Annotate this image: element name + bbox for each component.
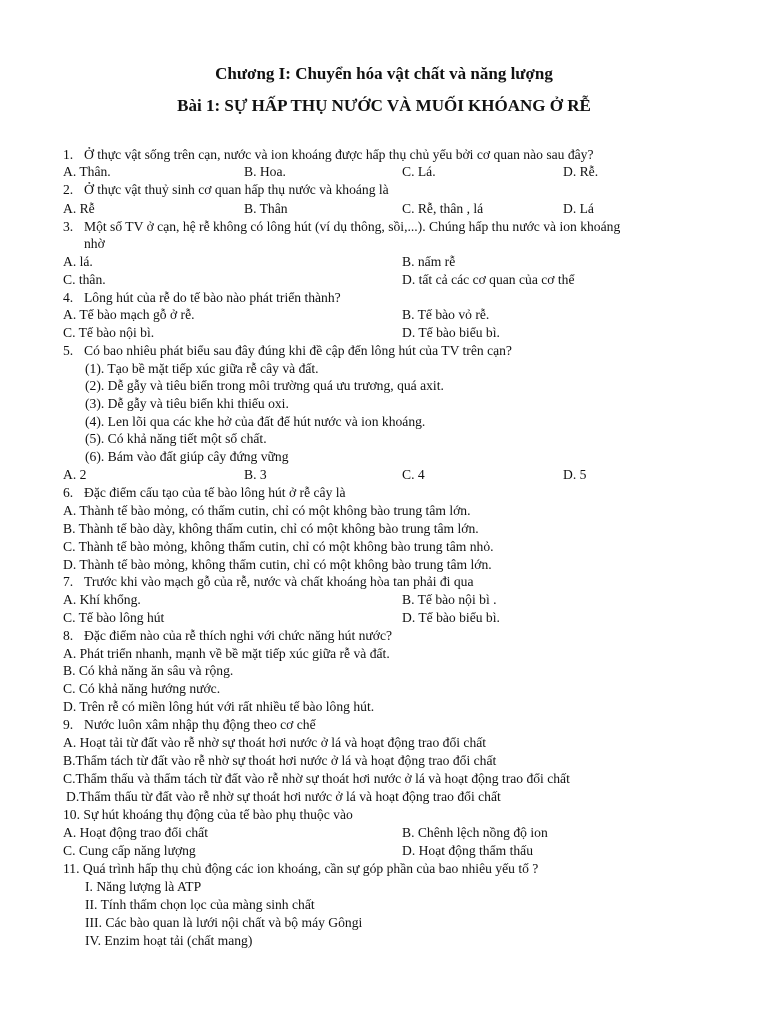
question-number: 6. xyxy=(63,485,74,500)
question-7 xyxy=(63,573,474,590)
option-b: B. nấm rễ xyxy=(402,254,456,269)
option-c: C. Lá. xyxy=(402,164,436,179)
option-b: B. Có khả năng ăn sâu và rộng. xyxy=(63,663,234,678)
option-b: B. Tế bào vỏ rễ. xyxy=(402,307,490,322)
option-a: A. 2 xyxy=(63,467,87,482)
factor-item: III. Các bào quan là lưới nội chất và bộ máy Gôngi xyxy=(85,915,363,930)
option-b: B. Thân xyxy=(244,201,288,216)
question-text: Một số TV ở cạn, hệ rễ không có lông hút (ví dụ thông, sồi,...). Chúng hấp thu nước và ion khoáng xyxy=(84,219,621,234)
option-d: D.Thẩm thấu từ đất vào rễ nhờ sự thoát hơi nước ở lá và hoạt động trao đổi chất xyxy=(66,789,501,804)
option-a: A. Thành tế bào mỏng, có thấm cutin, chỉ có một không bào trung tâm lớn. xyxy=(63,503,471,518)
statement-item: (3). Dễ gẫy và tiêu biến khi thiếu oxi. xyxy=(85,396,289,411)
option-b: B. Tế bào nội bì . xyxy=(402,592,497,607)
factor-item: I. Năng lượng là ATP xyxy=(85,879,202,894)
option-a: A. Khí khổng. xyxy=(63,592,141,607)
option-d: D. Lá xyxy=(563,201,594,216)
option-c: C. Tế bào nội bì. xyxy=(63,325,155,340)
option-a: A. Thân. xyxy=(63,164,111,179)
option-c: C. Cung cấp năng lượng xyxy=(63,843,196,858)
option-c: C.Thẩm thấu và thẩm tách từ đất vào rễ nhờ sự thoát hơi nước ở lá và hoạt động trao đổi chất xyxy=(63,771,570,786)
option-d: D. Tế bào biểu bì. xyxy=(402,325,500,340)
question-number: 1. xyxy=(63,147,74,162)
option-d: D. 5 xyxy=(563,467,587,482)
option-d: D. Thành tế bào mỏng, không thấm cutin, chỉ có một không bào trung tâm lớn. xyxy=(63,557,492,572)
question-text: Trước khi vào mạch gỗ của rễ, nước và chất khoáng hòa tan phải đi qua xyxy=(84,574,474,589)
question-5 xyxy=(63,342,512,359)
factor-item: IV. Enzim hoạt tải (chất mang) xyxy=(85,933,253,948)
question-number: 4. xyxy=(63,290,74,305)
lesson-title: Bài 1: SỰ HẤP THỤ NƯỚC VÀ MUỐI KHÓANG Ở RỄ xyxy=(177,96,591,115)
question-number: 9. xyxy=(63,717,74,732)
option-d: D. Trên rễ có miền lông hút với rất nhiều tế bào lông hút. xyxy=(63,699,375,714)
option-c: C. Thành tế bào mỏng, không thấm cutin, chỉ có một không bào trung tâm nhỏ. xyxy=(63,539,494,554)
question-text: Nước luôn xâm nhập thụ động theo cơ chế xyxy=(84,717,316,732)
question-2 xyxy=(63,181,389,198)
option-b: B.Thẩm tách từ đất vào rễ nhờ sự thoát hơi nước ở lá và hoạt động trao đổi chất xyxy=(63,753,497,768)
statement-item: (6). Bám vào đất giúp cây đứng vững xyxy=(85,449,289,464)
question-8 xyxy=(63,627,392,644)
question-3 xyxy=(63,218,620,235)
option-a: A. lá. xyxy=(63,254,93,269)
chapter-title: Chương I: Chuyển hóa vật chất và năng lượng xyxy=(215,64,553,83)
statement-item: (4). Len lõi qua các khe hở của đất để hút nước và ion khoáng. xyxy=(85,414,426,429)
question-text: Đặc điểm cấu tạo của tế bào lông hút ở rễ cây là xyxy=(84,485,346,500)
question-text: Ở thực vật sống trên cạn, nước và ion khoáng được hấp thụ chủ yếu bởi cơ quan nào sau đây? xyxy=(84,147,594,162)
factor-item: II. Tính thấm chọn lọc của màng sinh chất xyxy=(85,897,315,912)
option-b: B. Chênh lệch nồng độ ion xyxy=(402,825,548,840)
question-number: 3. xyxy=(63,219,74,234)
option-d: D. tất cả các cơ quan của cơ thể xyxy=(402,272,575,287)
question-11: 11. Quá trình hấp thụ chủ động các ion khoáng, cần sự góp phần của bao nhiêu yếu tố ? xyxy=(63,861,539,876)
statement-item: (2). Dễ gẫy và tiêu biến trong môi trường quá ưu trương, quá axit. xyxy=(85,378,444,393)
statement-item: (1). Tạo bề mặt tiếp xúc giữa rễ cây và đất. xyxy=(85,361,319,376)
option-a: A. Tế bào mạch gỗ ở rễ. xyxy=(63,307,195,322)
option-a: A. Hoạt động trao đổi chất xyxy=(63,825,208,840)
option-c: C. Rễ, thân , lá xyxy=(402,201,484,216)
question-9 xyxy=(63,716,316,733)
question-text: Đặc điểm nào của rễ thích nghi với chức năng hút nước? xyxy=(84,628,393,643)
question-text: Có bao nhiêu phát biểu sau đây đúng khi đề cập đến lông hút của TV trên cạn? xyxy=(84,343,512,358)
question-text: Ở thực vật thuỷ sinh cơ quan hấp thụ nước và khoáng là xyxy=(84,182,389,197)
option-b: B. Thành tế bào dày, không thấm cutin, chỉ có một không bào trung tâm lớn. xyxy=(63,521,479,536)
question-10: 10. Sự hút khoáng thụ động của tế bào phụ thuộc vào xyxy=(63,807,353,822)
option-b: B. Hoa. xyxy=(244,164,286,179)
statement-item: (5). Có khả năng tiết một số chất. xyxy=(85,431,267,446)
question-number: 5. xyxy=(63,343,74,358)
option-d: D. Hoạt động thẩm thấu xyxy=(402,843,534,858)
question-number: 8. xyxy=(63,628,74,643)
option-a: A. Phát triển nhanh, mạnh về bề mặt tiếp xúc giữa rễ và đất. xyxy=(63,646,390,661)
question-text: Lông hút của rễ do tế bào nào phát triển thành? xyxy=(84,290,341,305)
option-b: B. 3 xyxy=(244,467,267,482)
option-c: C. 4 xyxy=(402,467,425,482)
option-a: A. Rễ xyxy=(63,201,95,216)
question-number: 2. xyxy=(63,182,74,197)
option-d: D. Tế bào biểu bì. xyxy=(402,610,500,625)
question-4 xyxy=(63,289,341,306)
question-1 xyxy=(63,146,594,163)
option-c: C. Có khả năng hướng nước. xyxy=(63,681,221,696)
option-c: C. Tế bào lông hút xyxy=(63,610,165,625)
option-c: C. thân. xyxy=(63,272,106,287)
question-6 xyxy=(63,484,346,501)
option-d: D. Rễ. xyxy=(563,164,599,179)
option-a: A. Hoạt tải từ đất vào rễ nhờ sự thoát hơi nước ở lá và hoạt động trao đổi chất xyxy=(63,735,487,750)
question-number: 7. xyxy=(63,574,74,589)
question-text-continued: nhờ xyxy=(84,236,105,251)
